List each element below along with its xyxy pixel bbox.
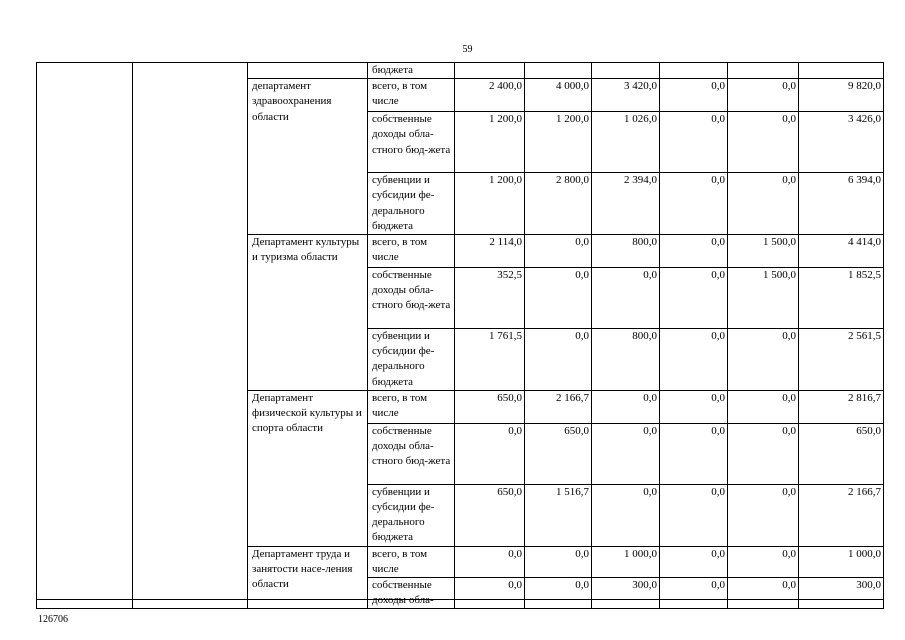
- amount-cell: 0,0: [592, 423, 660, 484]
- amount-cell: 0,0: [660, 484, 728, 546]
- amount-cell: 3 426,0: [799, 112, 884, 173]
- amount-cell: 0,0: [455, 423, 525, 484]
- amount-cell: 0,0: [525, 546, 592, 577]
- amount-cell: 0,0: [455, 546, 525, 577]
- amount-cell: 1 516,7: [525, 484, 592, 546]
- funding-type: всего, в том числе: [368, 390, 455, 423]
- funding-type: субвенции и субсидии фе-дерального бюджета: [368, 484, 455, 546]
- department-name: Департамент труда и занятости насе-ления области: [248, 546, 368, 609]
- department-name: департамент здравоохранения области: [248, 79, 368, 235]
- page-number: 59: [462, 44, 473, 55]
- amount-cell: 0,0: [660, 578, 728, 609]
- department-name: Департамент культуры и туризма области: [248, 235, 368, 391]
- amount-cell: 0,0: [660, 79, 728, 112]
- amount-cell: 0,0: [455, 578, 525, 609]
- table-body: [37, 63, 884, 609]
- amount-cell: 1 026,0: [592, 112, 660, 173]
- funding-type: собственные доходы обла-стного бюд-жета: [368, 423, 455, 484]
- amount-cell: 0,0: [592, 268, 660, 329]
- amount-cell: 1 200,0: [455, 173, 525, 235]
- amount-cell: 2 166,7: [525, 390, 592, 423]
- document-code: 126706: [38, 614, 68, 625]
- department-cell-continuation: [248, 63, 368, 79]
- table-row-continuation: [37, 63, 884, 79]
- amount-cell: 2 394,0: [592, 173, 660, 235]
- amount-cell: 0,0: [660, 173, 728, 235]
- amount-cell: 0,0: [660, 112, 728, 173]
- amount-cell: 0,0: [728, 329, 799, 391]
- amount-cell: 2 561,5: [799, 329, 884, 391]
- amount-cell: 2 800,0: [525, 173, 592, 235]
- amount-cell: 2 166,7: [799, 484, 884, 546]
- amount-cell: 1 500,0: [728, 235, 799, 268]
- amount-cell: 0,0: [592, 484, 660, 546]
- amount-cell: 0,0: [728, 578, 799, 609]
- amount-cell: 1 500,0: [728, 268, 799, 329]
- amount-cell: 0,0: [660, 235, 728, 268]
- amount-cell: 0,0: [660, 329, 728, 391]
- funding-type: субвенции и субсидии фе-дерального бюджета: [368, 329, 455, 391]
- amount-cell: 1 200,0: [525, 112, 592, 173]
- amount-cell: 650,0: [799, 423, 884, 484]
- budget-table: [36, 62, 884, 609]
- amount-cell: 0,0: [728, 484, 799, 546]
- amount-cell: 300,0: [799, 578, 884, 609]
- amount-cell: 0,0: [525, 578, 592, 609]
- amount-cell: 1 761,5: [455, 329, 525, 391]
- amount-cell: 0,0: [660, 546, 728, 577]
- amount-cell: 800,0: [592, 235, 660, 268]
- amount-cell: 0,0: [660, 390, 728, 423]
- funding-type: всего, в том числе: [368, 546, 455, 577]
- amount-cell: 2 114,0: [455, 235, 525, 268]
- empty-column-1: [37, 63, 133, 609]
- funding-type: собственные доходы обла-стного бюд-жета: [368, 112, 455, 173]
- amount-cell: 2 816,7: [799, 390, 884, 423]
- amount-cell: 9 820,0: [799, 79, 884, 112]
- amount-cell: 4 414,0: [799, 235, 884, 268]
- amount-cell: 0,0: [728, 423, 799, 484]
- amount-cell: 650,0: [525, 423, 592, 484]
- amount-cell: 1 852,5: [799, 268, 884, 329]
- amount-cell: 6 394,0: [799, 173, 884, 235]
- funding-type: субвенции и субсидии фе-дерального бюджета: [368, 173, 455, 235]
- amount-cell: 0,0: [525, 235, 592, 268]
- amount-cell: 352,5: [455, 268, 525, 329]
- funding-type: всего, в том числе: [368, 79, 455, 112]
- funding-type: всего, в том числе: [368, 235, 455, 268]
- amount-cell: 0,0: [728, 79, 799, 112]
- amount-cell: 650,0: [455, 484, 525, 546]
- amount-cell: 300,0: [592, 578, 660, 609]
- amount-cell: 0,0: [728, 112, 799, 173]
- amount-cell: 0,0: [660, 423, 728, 484]
- amount-cell: 650,0: [455, 390, 525, 423]
- amount-cell: 0,0: [525, 329, 592, 391]
- amount-cell: 1 000,0: [799, 546, 884, 577]
- funding-type: собственные доходы обла-стного бюд-жета: [368, 268, 455, 329]
- page-bottom-rule: [36, 599, 883, 600]
- amount-cell: 1 000,0: [592, 546, 660, 577]
- department-name: Департамент физической культуры и спорта области: [248, 390, 368, 546]
- amount-cell: 1 200,0: [455, 112, 525, 173]
- type-cell: бюджета: [368, 63, 455, 79]
- amount-cell: 0,0: [728, 546, 799, 577]
- empty-column-2: [133, 63, 248, 609]
- amount-cell: 0,0: [728, 173, 799, 235]
- amount-cell: 2 400,0: [455, 79, 525, 112]
- funding-type: собственные доходы обла-: [368, 578, 455, 609]
- amount-cell: 4 000,0: [525, 79, 592, 112]
- amount-cell: 800,0: [592, 329, 660, 391]
- amount-cell: 0,0: [592, 390, 660, 423]
- amount-cell: 3 420,0: [592, 79, 660, 112]
- amount-cell: 0,0: [660, 268, 728, 329]
- amount-cell: 0,0: [728, 390, 799, 423]
- amount-cell: 0,0: [525, 268, 592, 329]
